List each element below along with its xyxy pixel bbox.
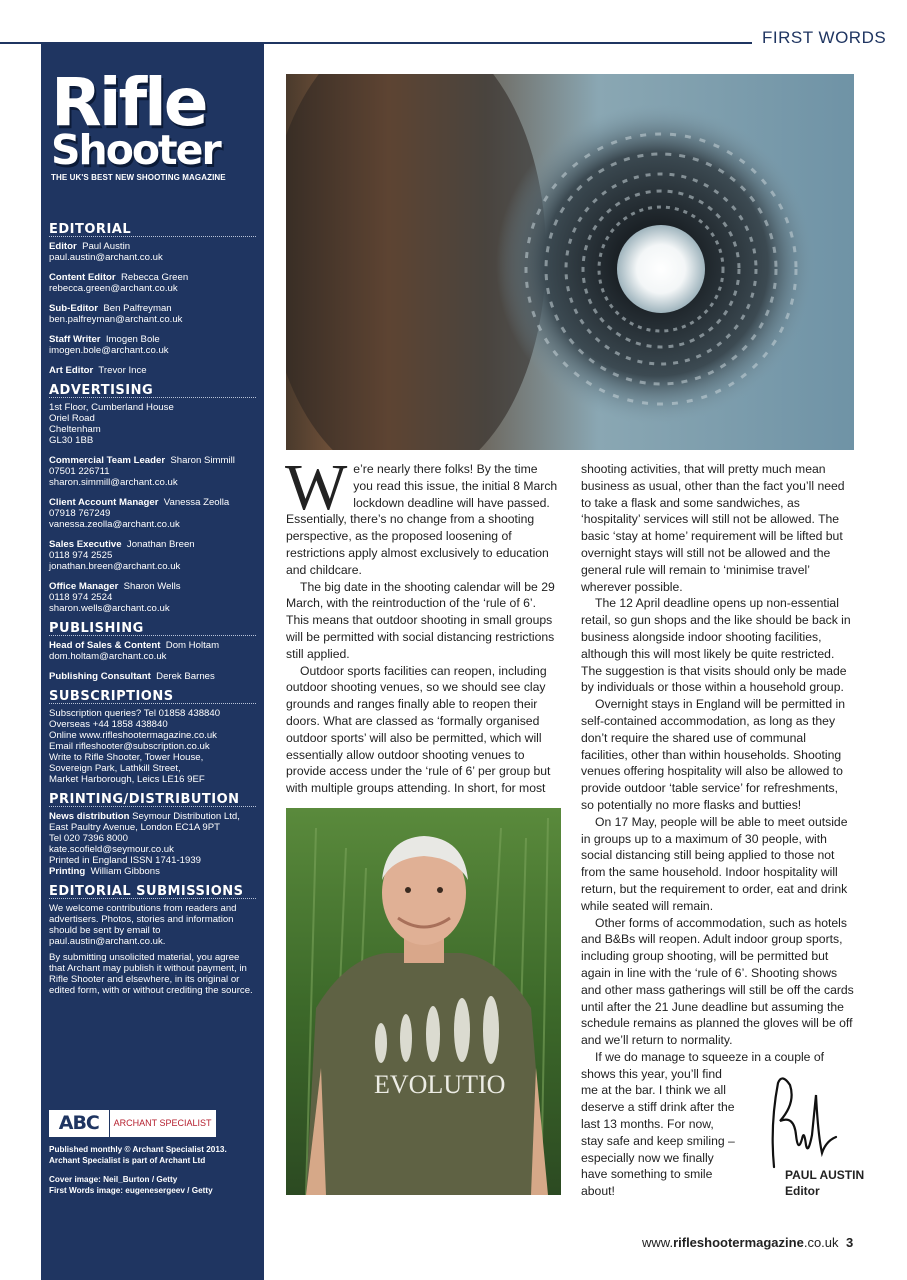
credit-entry: Publishing Consultant Derek Barnes <box>49 671 215 682</box>
editorial-heading: EDITORIAL <box>49 224 256 237</box>
masthead-sidebar <box>41 44 264 1280</box>
credit-entry: Editor Paul Austin paul.austin@archant.co.uk <box>49 241 163 263</box>
magazine-logo <box>51 64 261 182</box>
article-column-1 <box>285 451 560 797</box>
printing-heading: PRINTING/DISTRIBUTION <box>49 794 256 807</box>
rifle-barrel-photo <box>286 74 854 450</box>
paragraph: The 12 April deadline opens up non-essential retail, so gun shops and the like should be back in business alongside indoor shooting facilities, although this will most likely be quite restricted. The suggestion is that visits should only be made by individuals or those within a household group. <box>581 596 851 695</box>
submissions-disclaimer: By submitting unsolicited material, you agree that Archant may publish it without payment, in Rifle Shooter and elsewhere, in its original or edited form, with or without crediting the source. <box>49 952 253 996</box>
logo-line1: Rifle <box>51 64 206 141</box>
paragraph: Overnight stays in England will be permitted in self-contained accommodation, as long as they don’t require the shared use of communal facilities, other than within households. Shooting venues offering hospitality will also be allowed to provide outdoor ‘table service’ for refreshments, so potentially no more flasks and butties! <box>581 697 845 812</box>
credit-entry: Office Manager Sharon Wells 0118 974 2524 sharon.wells@archant.co.uk <box>49 581 181 614</box>
page-number: 3 <box>846 1235 854 1250</box>
signoff <box>785 1167 864 1199</box>
credit-entry: Commercial Team Leader Sharon Simmill 07501 226711 sharon.simmill@archant.co.uk <box>49 455 235 488</box>
footer-website[interactable]: www.rifleshootermagazine.co.uk <box>642 1235 839 1250</box>
credit-entry: Client Account Manager Vanessa Zeolla 07918 767249 vanessa.zeolla@archant.co.uk <box>49 497 230 530</box>
subscriptions-info: Subscription queries? Tel 01858 438840 Overseas +44 1858 438840 Online www.rifleshootermagazine.co.uk Email rifleshooter@subscription.co.uk Write to Rifle Shooter, Tower House, Sovereign Park, Lathkill Street, Market Harborough, Leics LE16 9EF <box>49 708 221 785</box>
publication-notes: Published monthly © Archant Specialist 2013. Archant Specialist is part of Archant Ltd Cover image: Neil_Burton / Getty First Words image: eugenesergeev / Getty <box>49 1145 227 1195</box>
logo-line2: Shooter <box>51 126 220 174</box>
paragraph: The big date in the shooting calendar will be 29 March, with the reintroduction of the ‘rule of 6’. This means that outdoor shooting in small groups will be permitted with social distancing restrictions still applied. <box>286 579 555 661</box>
credit-entry: Sub-Editor Ben Palfreyman ben.palfreyman@archant.co.uk <box>49 303 183 325</box>
printing-info: News distribution Seymour Distribution Ltd, East Paultry Avenue, London EC1A 9PT Tel 020 7396 8000 kate.scofield@seymour.co.uk Printed in England ISSN 1741-1939 Printing William Gibbons <box>49 811 240 877</box>
archant-logo: ARCHANT SPECIALIST <box>109 1110 216 1137</box>
paragraph: Other forms of accommodation, such as hotels and B&Bs will reopen. Adult indoor group sports, including group shooting, will be permitted but again in line with the ‘rule of 6’. Shooting shows and other mass gatherings will still be off the cards until after the 21 June deadline but assuming the schedule remains as planned the gloves will be off and we’ll return to normality. <box>581 915 854 1048</box>
masthead-credits <box>49 224 256 1005</box>
drop-cap: W <box>285 451 348 524</box>
credit-entry: Head of Sales & Content Dom Holtam dom.holtam@archant.co.uk <box>49 640 220 662</box>
signoff-name: PAUL AUSTIN <box>785 1168 865 1182</box>
paragraph: Outdoor sports facilities can reopen, including outdoor shooting venues, so we should see clay grounds and ranges finally able to reopen their doors. What are classed as ‘formally organised outdoor sports’ will also be permitted, which will essentially allow outdoor shooting venues to provide access under the ‘rule of 6’ per group but with multiple groups attending. In short, for most <box>286 663 551 796</box>
submissions-text: We welcome contributions from readers and advertisers. Photos, stories and information should be sent by email to paul.austin@archant.co.uk. <box>49 903 237 947</box>
paragraph: If we do manage to squeeze in a couple of <box>595 1049 825 1064</box>
credit-entry: Art Editor Trevor Ince <box>49 365 147 376</box>
submissions-heading: EDITORIAL SUBMISSIONS <box>49 886 256 899</box>
paragraph: shows this year, you’ll find me at the bar. I think we all deserve a stiff drink after the last 13 months. For now, stay safe and keep smiling – especially now we finally have something to smile about! <box>581 1066 735 1199</box>
paragraph: e’re nearly there folks! By the time you read this issue, the initial 8 March lockdown deadline will have passed. Essentially, there’s no change from a shooting perspective, as the proposed loosening of restrictions apply almost exclusively to education and childcare. <box>286 462 558 577</box>
editor-portrait-photo <box>286 808 561 1195</box>
logo-tagline: THE UK'S BEST NEW SHOOTING MAGAZINE <box>51 173 226 182</box>
advertising-address: 1st Floor, Cumberland House Oriel Road Cheltenham GL30 1BB <box>49 402 174 446</box>
signoff-role: Editor <box>785 1184 820 1198</box>
credit-entry: Staff Writer Imogen Bole imogen.bole@archant.co.uk <box>49 334 169 356</box>
publishing-heading: PUBLISHING <box>49 623 256 636</box>
credit-entry: Sales Executive Jonathan Breen 0118 974 2525 jonathan.breen@archant.co.uk <box>49 539 195 572</box>
subscriptions-heading: SUBSCRIPTIONS <box>49 691 256 704</box>
advertising-heading: ADVERTISING <box>49 385 256 398</box>
credit-entry: Content Editor Rebecca Green rebecca.green@archant.co.uk <box>49 272 189 294</box>
section-title: FIRST WORDS <box>762 28 887 47</box>
abc-logo: ABC <box>49 1110 109 1137</box>
editor-signature <box>760 1075 840 1170</box>
paragraph: On 17 May, people will be able to meet outside in groups up to a maximum of 30 people, with social distancing still being applied to those not from the same household. Indoor hospitality will return, but the requirement to order, eat and drink while seated will remain. <box>581 814 848 913</box>
tshirt-text: EVOLUTIO <box>374 1070 506 1099</box>
paragraph: shooting activities, that will pretty much mean business as usual, other than the fact you’ll need to take a flask and some sandwiches, as ‘hospitality’ services will still not be allowed. The basic ‘stay at home’ requirement will be lifted but overnight stays will still not be allowed and the general rule will remain to ‘minimise travel’ wherever possible. <box>581 462 845 594</box>
abc-archant-logos <box>49 1110 216 1137</box>
